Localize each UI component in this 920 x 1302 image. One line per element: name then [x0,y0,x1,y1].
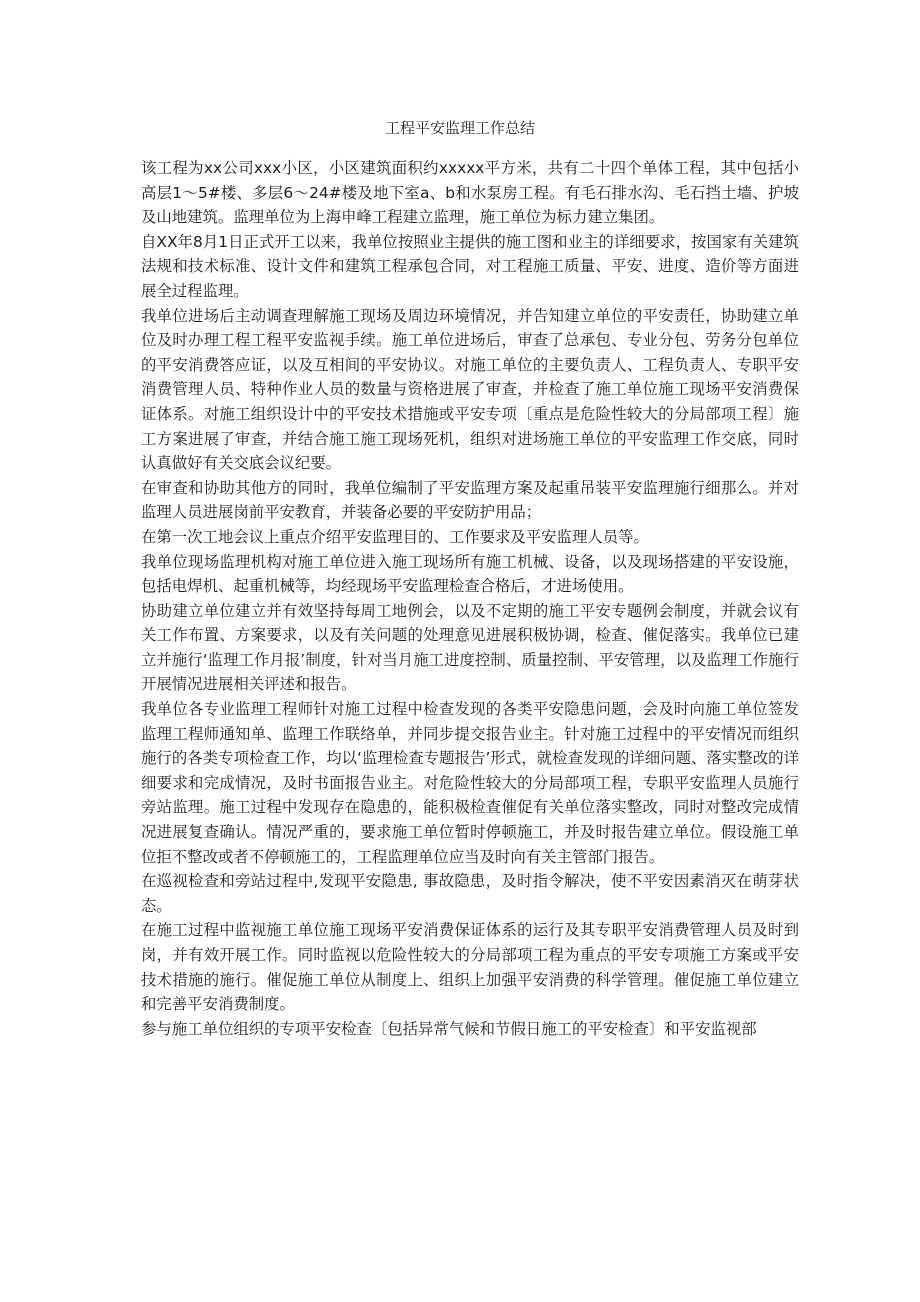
paragraph: 我单位各专业监理工程师针对施工过程中检查发现的各类平安隐患问题，会及时向施工单位签发监理工程师通知单、监理工作联络单，并同步提交报告业主。针对施工过程中的平安情况而组织施行的各类专项检查工作，均以‘监理检查专题报告’形式，就检查发现的详细问题、落实整改的详细要求和完成情况，及时书面报告业主。对危险性较大的分局部项工程，专职平安监理人员施行旁站监理。施工过程中发现存在隐患的，能积极检查催促有关单位落实整改，同时对整改完成情况进展复查确认。情况严重的，要求施工单位暂时停顿施工，并及时报告建立单位。假设施工单位拒不整改或者不停顿施工的，工程监理单位应当及时向有关主管部门报告。 [141,700,799,866]
paragraph: 在第一次工地会议上重点介绍平安监理目的、工作要求及平安监理人员等。 [141,527,649,546]
paragraph: 我单位现场监理机构对施工单位进入施工现场所有施工机械、设备，以及现场搭建的平安设施，包括电焊机、起重机械等，均经现场平安监理检查合格后，才进场使用。 [141,552,799,596]
paragraph: 该工程为xx公司xxx小区，小区建筑面积约xxxxx平方米，共有二十四个单体工程，其中包括小高层1～5#楼、多层6～24#楼及地下室a、b和水泵房工程。有毛石排水沟、毛石挡土墙、护坡及山地建筑。监理单位为上海申峰工程建立监理，施工单位为标力建立集团。 [141,159,799,227]
paragraph: 参与施工单位组织的专项平安检查〔包括异常气候和节假日施工的平安检查〕和平安监视部 [141,1019,757,1038]
paragraph: 协助建立单位建立并有效坚持每周工地例会，以及不定期的施工平安专题例会制度，并就会议有关工作布置、方案要求，以及有关问题的处理意见进展积极协调，检查、催促落实。我单位已建立并施行‘监理工作月报’制度，针对当月施工进度控制、质量控制、平安管理，以及监理工作施行开展情况进展相关评述和报告。 [141,601,799,694]
paragraph: 在审查和协助其他方的同时，我单位编制了平安监理方案及起重吊装平安监理施行细那么。并对监理人员进展岗前平安教育，并装备必要的平安防护用品； [141,478,799,522]
document-title: 工程平安监理工作总结 [384,119,535,137]
paragraph: 在巡视检查和旁站过程中,发现平安隐患, 事故隐患，及时指令解决，使不平安因素消灭在萌芽状态。 [141,872,799,915]
paragraph: 我单位进场后主动调查理解施工现场及周边环境情况，并告知建立单位的平安责任，协助建立单位及时办理工程工程平安监视手续。施工单位进场后，审查了总承包、专业分包、劳务分包单位的平安消费答应证，以及互相间的平安协议。对施工单位的主要负责人、工程负责人、专职平安消费管理人员、特种作业人员的数量与资格进展了审查，并检查了施工单位施工现场平安消费保证体系。对施工组织设计中的平安技术措施或平安专项〔重点是危险性较大的分局部项工程〕施工方案进展了审查，并结合施工施工现场死机，组织对进场施工单位的平安监理工作交底，同时认真做好有关交底会议纪要。 [141,306,799,473]
document-body [141,156,799,1041]
paragraph: 自XX年8月1日正式开工以来，我单位按照业主提供的施工图和业主的详细要求，按国家有关建筑法规和技术标准、设计文件和建筑工程承包合同，对工程施工质量、平安、进度、造价等方面进展全过程监理。 [141,232,799,300]
paragraph: 在施工过程中监视施工单位施工现场平安消费保证体系的运行及其专职平安消费管理人员及时到岗，并有效开展工作。同时监视以危险性较大的分局部项工程为重点的平安专项施工方案或平安技术措施的施行。催促施工单位从制度上、组织上加强平安消费的科学管理。催促施工单位建立和完善平安消费制度。 [141,921,799,1014]
